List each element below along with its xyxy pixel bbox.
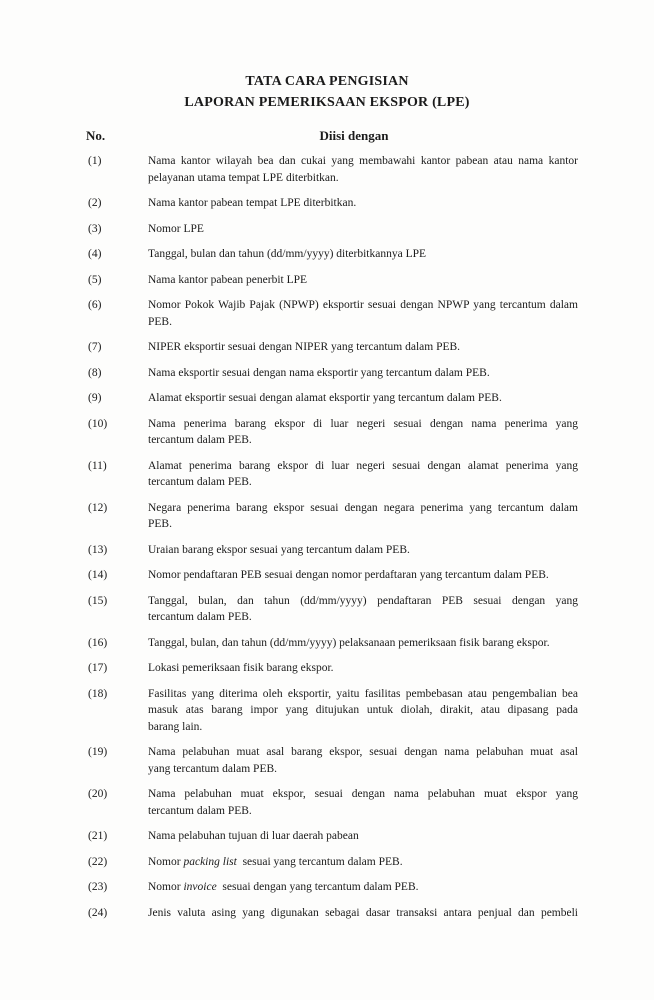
item-text (148, 272, 578, 289)
list-item (0, 297, 654, 330)
item-text (148, 458, 578, 491)
list-item (0, 660, 654, 677)
item-text (148, 365, 578, 382)
item-number: (15) (88, 594, 108, 607)
text-line: Nama eksportir sesuai dengan nama eksportir yang tercantum dalam PEB. (148, 366, 490, 379)
item-number: (7) (88, 341, 102, 353)
text-line: Nama penerima barang ekspor di luar negeri sesuai dengan nama penerima yang (148, 417, 578, 430)
text-line: Nama kantor wilayah bea dan cukai yang membawahi kantor pabean atau nama kantor (148, 155, 578, 167)
item-text (148, 635, 578, 652)
item-number: (18) (88, 687, 108, 700)
item-text (148, 153, 578, 186)
text-line: Nama pelabuhan muat asal barang ekspor, sesuai dengan nama pelabuhan muat asal (148, 746, 578, 758)
list-item (0, 500, 654, 533)
text-line: Alamat eksportir sesuai dengan alamat eksportir yang tercantum dalam PEB. (148, 392, 502, 404)
list-item (0, 542, 654, 559)
item-number: (24) (88, 906, 108, 919)
text-line: masuk atas barang impor yang ditujukan untuk diolah, dirakit, atau dipasang pada (148, 704, 578, 716)
list-item (0, 786, 654, 819)
item-number: (22) (88, 855, 108, 868)
text-line: barang lain. (148, 720, 203, 733)
list-item (0, 879, 654, 896)
item-number: (5) (88, 273, 102, 286)
text-line: yang tercantum dalam PEB. (148, 762, 278, 775)
list-item (0, 744, 654, 777)
text-line: Nama kantor pabean tempat LPE diterbitkan. (148, 197, 357, 209)
text-line: Nomor Pokok Wajib Pajak (NPWP) eksportir sesuai dengan NPWP yang tercantum dalam (148, 299, 578, 311)
item-number: (23) (88, 881, 108, 893)
text-line: tercantum dalam PEB. (148, 434, 252, 446)
text-line: Nama kantor pabean penerbit LPE (148, 273, 308, 286)
list-item (0, 593, 654, 626)
item-number: (20) (88, 788, 108, 800)
list-item (0, 272, 654, 289)
text-line: PEB. (148, 518, 172, 530)
item-text (148, 221, 578, 238)
text-line: Tanggal, bulan dan tahun (dd/mm/yyyy) diterbitkannya LPE (148, 248, 427, 260)
items-list (0, 153, 654, 930)
item-text (148, 390, 578, 407)
text-line: Nama pelabuhan tujuan di luar daerah pabean (148, 830, 359, 842)
item-text (148, 786, 578, 819)
item-text (148, 828, 578, 845)
list-item (0, 365, 654, 382)
list-item (0, 195, 654, 212)
item-text (148, 593, 578, 626)
item-text (148, 879, 578, 896)
text-line: Jenis valuta asing yang digunakan sebagai dasar transaksi antara penjual dan pembeli (148, 906, 578, 919)
item-text (148, 542, 578, 559)
item-text (148, 416, 578, 449)
text-line: tercantum dalam PEB. (148, 611, 252, 623)
text-line: Nomor pendaftaran PEB sesuai dengan nomor perdaftaran yang tercantum dalam PEB. (148, 569, 549, 581)
item-text (148, 339, 578, 356)
item-number: (1) (88, 155, 102, 167)
text-line: pelayanan utama tempat LPE diterbitkan. (148, 171, 339, 184)
item-number: (4) (88, 248, 102, 260)
item-number: (10) (88, 417, 108, 430)
title-line-2: LAPORAN PEMERIKSAAN EKSPOR (LPE) (184, 95, 470, 110)
list-item (0, 458, 654, 491)
list-item (0, 416, 654, 449)
list-item (0, 153, 654, 186)
list-item (0, 635, 654, 652)
text-line: NIPER eksportir sesuai dengan NIPER yang tercantum dalam PEB. (148, 341, 461, 353)
item-text (148, 195, 578, 212)
text-line: Tanggal, bulan, dan tahun (dd/mm/yyyy) pelaksanaan pemeriksaan fisik barang ekspor. (148, 636, 550, 649)
item-text (148, 500, 578, 533)
item-number: (9) (88, 392, 102, 404)
text-line: Lokasi pemeriksaan fisik barang ekspor. (148, 662, 334, 674)
item-number: (6) (88, 299, 102, 311)
item-number: (3) (88, 222, 102, 235)
item-number: (8) (88, 366, 102, 379)
item-text (148, 660, 578, 677)
item-number: (17) (88, 662, 108, 674)
item-number: (16) (88, 636, 108, 649)
item-number: (2) (88, 197, 102, 209)
item-number: (11) (88, 459, 107, 472)
item-text (148, 297, 578, 330)
list-item (0, 390, 654, 407)
list-item (0, 828, 654, 845)
list-item (0, 905, 654, 922)
list-item (0, 221, 654, 238)
item-text (148, 854, 578, 871)
text-line: Uraian barang ekspor sesuai yang tercantum dalam PEB. (148, 543, 410, 556)
title-line-1: TATA CARA PENGISIAN (245, 74, 409, 89)
item-number: (19) (88, 746, 108, 758)
text-line: Fasilitas yang diterima oleh eksportir, yaitu fasilitas pembebasan atau pengembalian bea (148, 687, 578, 700)
item-text (148, 567, 578, 584)
text-line: Alamat penerima barang ekspor di luar negeri sesuai dengan alamat penerima yang (148, 459, 578, 472)
table-header-row (0, 128, 654, 146)
item-text (148, 744, 578, 777)
list-item (0, 339, 654, 356)
text-line: Nomor packing list sesuai yang tercantum dalam PEB. (148, 855, 403, 868)
list-item (0, 686, 654, 736)
document-title (0, 71, 654, 113)
text-line: Nama pelabuhan muat ekspor, sesuai dengan nama pelabuhan muat ekspor yang (148, 788, 578, 800)
item-number: (13) (88, 543, 108, 556)
list-item (0, 567, 654, 584)
item-text (148, 246, 578, 263)
item-text (148, 905, 578, 922)
text-line: Nomor LPE (148, 222, 204, 235)
item-text (148, 686, 578, 736)
item-number: (14) (88, 569, 108, 581)
item-number: (12) (88, 501, 108, 514)
text-line: PEB. (148, 315, 172, 328)
text-line: Nomor invoice sesuai dengan yang tercantum dalam PEB. (148, 881, 419, 893)
text-line: Negara penerima barang ekspor sesuai dengan negara penerima yang tercantum dalam (148, 501, 578, 514)
text-line: tercantum dalam PEB. (148, 804, 252, 817)
column-header-no: No. (86, 128, 106, 143)
column-header-filled-with: Diisi dengan (319, 128, 389, 143)
list-item (0, 246, 654, 263)
list-item (0, 854, 654, 871)
item-number: (21) (88, 830, 108, 842)
text-line: tercantum dalam PEB. (148, 476, 252, 488)
text-line: Tanggal, bulan, dan tahun (dd/mm/yyyy) pendaftaran PEB sesuai dengan yang (148, 594, 578, 607)
